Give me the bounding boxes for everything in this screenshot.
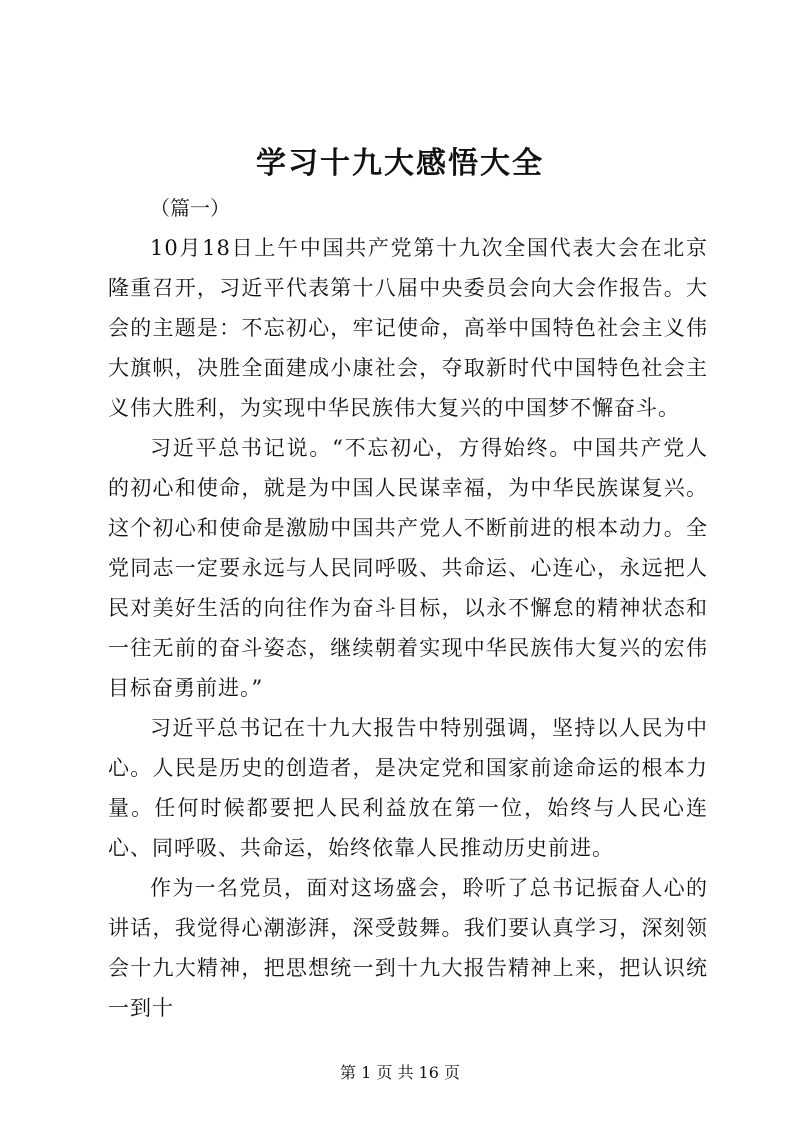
document-title: 学习十九大感悟大全	[256, 146, 544, 181]
document-body	[108, 228, 708, 1028]
paragraph-2: 习近平总书记说。“不忘初心，方得始终。中国共产党人的初心和使命，就是为中国人民谋幸福，为中华民族谋复兴。这个初心和使命是激励中国共产党人不断前进的根本动力。全党同志一定要永远与人民同呼吸、共命运、心连心，永远把人民对美好生活的向往作为奋斗目标，以永不懈怠的精神状态和一往无前的奋斗姿态，继续朝着实现中华民族伟大复兴的宏伟目标奋勇前进。”	[108, 436, 708, 700]
section-label: （篇一）	[150, 196, 230, 220]
paragraph-4: 作为一名党员，面对这场盛会，聆听了总书记振奋人心的讲话，我觉得心潮澎湃，深受鼓舞。我们要认真学习，深刻领会十九大精神，把思想统一到十九大报告精神上来，把认识统一到十	[108, 876, 708, 1020]
page-number-footer: 第 1 页 共 16 页	[340, 1063, 460, 1082]
paragraph-3: 习近平总书记在十九大报告中特别强调，坚持以人民为中心。人民是历史的创造者，是决定党和国家前途命运的根本力量。任何时候都要把人民利益放在第一位，始终与人民心连心、同呼吸、共命运，始终依靠人民推动历史前进。	[108, 716, 708, 860]
paragraph-1: 10月18日上午中国共产党第十九次全国代表大会在北京隆重召开，习近平代表第十八届中央委员会向大会作报告。大会的主题是：不忘初心，牢记使命，高举中国特色社会主义伟大旗帜，决胜全面建成小康社会，夺取新时代中国特色社会主义伟大胜利，为实现中华民族伟大复兴的中国梦不懈奋斗。	[108, 236, 708, 420]
